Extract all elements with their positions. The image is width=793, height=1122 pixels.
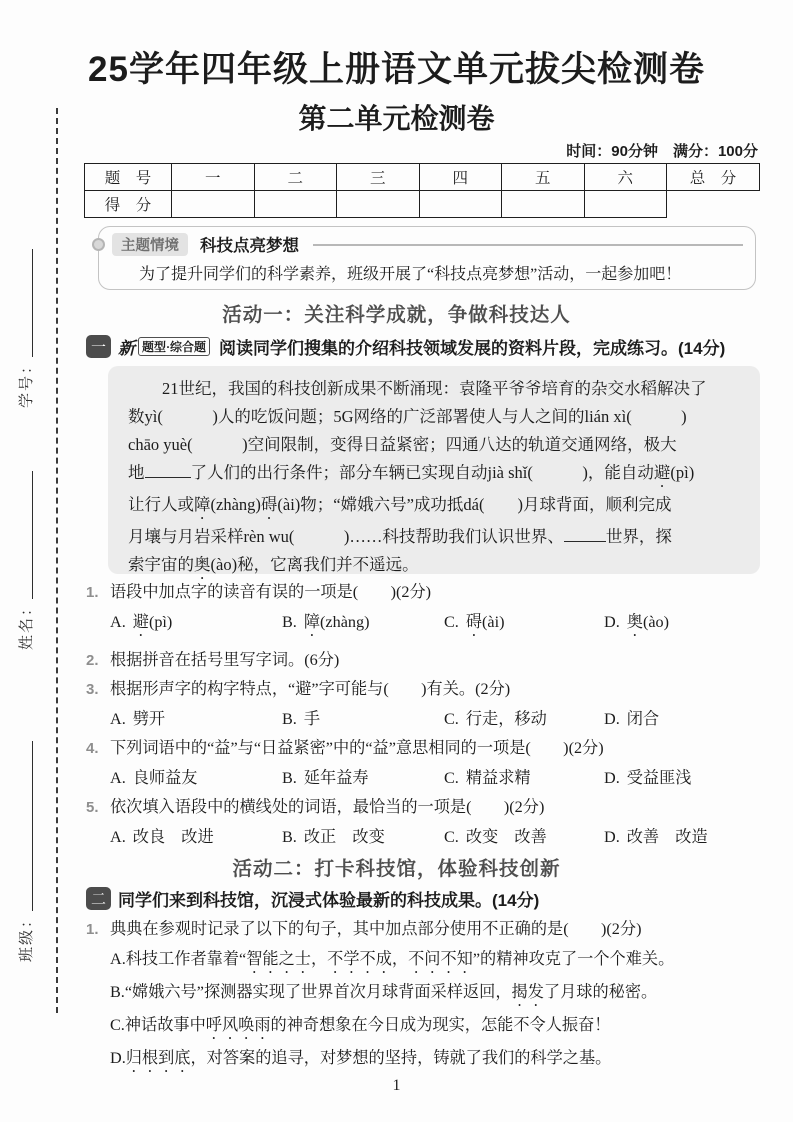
dotted-text: 避 (653, 463, 671, 482)
text-segment: (ài)物；“嫦娥六号”成功抵dá( )月球背面，顺利完成 (277, 495, 672, 514)
options-row (86, 704, 762, 734)
blank-underline (145, 462, 191, 478)
score-table (84, 163, 760, 218)
section2-header (86, 886, 762, 911)
option-label: B. (282, 613, 297, 631)
question-number: 3. (86, 681, 99, 698)
text-segment: 了人们的出行条件；部分车辆已实现自动jià shǐ( )，能自动 (190, 463, 654, 482)
passage-box (108, 366, 760, 574)
class-blank-line (18, 741, 33, 911)
option-label: A. (110, 710, 126, 728)
option-item (110, 763, 282, 793)
dotted-text: 奥 (194, 555, 211, 574)
text-segment: (ào)秘，它离我们并不遥远。 (210, 555, 419, 574)
score-table-cell: 四 (419, 164, 502, 191)
option-label: A. (110, 769, 126, 787)
option-item (604, 822, 762, 852)
text-segment: 的神奇想象在今日成为现实，怎能不令人振奋！ (270, 1016, 611, 1034)
option-label: D. (110, 1049, 126, 1067)
score-table-cell: 三 (337, 164, 420, 191)
score-table-empty-cell (172, 191, 255, 218)
page-number: 1 (392, 1077, 401, 1094)
activity2-heading: 活动二：打卡科技馆，体验科技创新 (232, 858, 561, 880)
score-table-cell: 二 (254, 164, 337, 191)
score-table-cell: 得 分 (85, 191, 172, 218)
dotted-text: 奥 (626, 613, 643, 631)
question-stem (110, 793, 544, 822)
name-label: 姓名： (18, 598, 35, 650)
option-item (444, 704, 604, 734)
text-segment: (zhàng) (320, 613, 370, 631)
question-stem-row (86, 734, 762, 763)
score-table-header-row (85, 164, 760, 191)
option-label: A. (110, 950, 126, 968)
option-item (110, 607, 282, 640)
text-segment: 索宇宙的 (128, 555, 194, 574)
score-table-score-row (85, 191, 760, 218)
option-label: C. (110, 1016, 125, 1034)
option-item (110, 822, 282, 852)
option-label: D. (604, 828, 620, 846)
option-label: C. (444, 828, 459, 846)
paper-title: 25学年四年级上册语文单元拔尖检测卷 (88, 50, 705, 89)
text-segment: 根据拼音在括号里写字词。(6分) (110, 651, 340, 669)
option-item (282, 822, 444, 852)
option-label: B. (282, 769, 297, 787)
question-stem (110, 675, 510, 704)
question-number: 1. (86, 584, 99, 601)
text-segment: 世界，探 (605, 527, 672, 546)
section2-questions (86, 915, 762, 1076)
dotted-text: 碍 (465, 613, 483, 631)
text-segment: 语段中加点字的读音有误的一项是( )(2分) (110, 583, 432, 601)
option-label: C. (444, 710, 459, 728)
text-segment: 根据形声字的构字特点，“避”字可能与( )有关。(2分) (110, 680, 511, 698)
options-row (86, 822, 762, 852)
text-segment: 精益求精 (465, 769, 531, 787)
option-item (282, 763, 444, 793)
question-stem-row (86, 578, 762, 607)
text-segment: chāo yuè( )空间限制，变得日益紧密；四通八达的轨道交通网络，极大 (128, 435, 677, 454)
text-segment: ”的精神攻克了一个个难关。 (472, 950, 675, 968)
section1-instruction: 阅读同学们搜集的介绍科技领域发展的资料片段，完成练习。(14分) (219, 339, 726, 358)
passage-line (128, 523, 740, 551)
option-label: D. (604, 613, 620, 631)
text-segment: (zhàng) (210, 495, 261, 514)
dotted-text: 归根到底 (125, 1049, 191, 1067)
class-field (15, 741, 36, 962)
options-row (86, 607, 762, 640)
score-table-cell: 六 (584, 164, 667, 191)
theme-box (98, 226, 756, 290)
question-stem-row (86, 675, 762, 704)
section1-questions (86, 578, 762, 852)
score-table-cell: 题 号 (85, 164, 172, 191)
new-tag: 新 (118, 339, 135, 358)
option-item (86, 1043, 762, 1076)
passage-line (128, 375, 740, 403)
option-label: C. (444, 769, 459, 787)
text-segment: 让行人或 (128, 495, 194, 514)
dotted-text: 智能之士，不学不成，不问不知 (246, 950, 473, 968)
text-segment: 改正 改变 (303, 828, 385, 846)
dotted-text: 避 (132, 613, 149, 631)
theme-badge: 主题情境 (112, 233, 188, 256)
score-table-empty-cell (584, 191, 667, 218)
question-number: 2. (86, 652, 99, 669)
dotted-text: 揭发 (511, 983, 544, 1001)
option-item (86, 977, 762, 1010)
option-label: D. (604, 769, 620, 787)
dotted-text: 呼风唤雨 (205, 1016, 271, 1034)
student-id-field (15, 249, 36, 408)
option-item (604, 763, 762, 793)
class-label: 班级： (18, 910, 35, 962)
text-segment: 月壤与月岩采样rèn wu( )……科技帮助我们认识世界、 (128, 527, 564, 546)
text-segment: 延年益寿 (303, 769, 369, 787)
theme-header-row (99, 232, 745, 256)
name-blank-line (18, 471, 33, 599)
text-segment: 改良 改进 (132, 828, 214, 846)
text-segment: 下列词语中的“益”与“日益紧密”中的“益”意思相同的一项是( )(2分) (110, 739, 604, 757)
text-segment: “嫦娥六号”探测器实现了世界首次月球背面采样返回， (124, 983, 512, 1001)
bullet-circle-icon (92, 238, 105, 251)
text-segment: 21世纪，我国的科技创新成果不断涌现：袁隆平爷爷培育的杂交水稻解决了 (162, 379, 707, 398)
option-label: D. (604, 710, 620, 728)
text-segment: 手 (303, 710, 321, 728)
dotted-text: 障 (194, 495, 211, 514)
blank-underline (564, 526, 606, 542)
section1-header (86, 334, 762, 359)
name-field (15, 471, 36, 650)
score-table-cell: 一 (172, 164, 255, 191)
question-type-tag: 题型·综合题 (138, 337, 210, 356)
text-segment: 改善 改造 (626, 828, 708, 846)
option-item (444, 607, 604, 640)
text-segment: 闭合 (626, 710, 660, 728)
dotted-text: 碍 (260, 495, 278, 514)
time-score-meta: 时间：90分钟 满分：100分 (566, 143, 758, 160)
passage-line (128, 459, 740, 491)
option-label: B. (282, 828, 297, 846)
student-id-blank-line (18, 249, 33, 357)
option-label: A. (110, 613, 126, 631)
question-stem-row (86, 646, 762, 675)
option-label: B. (110, 983, 125, 1001)
question-stem (110, 578, 431, 607)
question-stem-row (86, 915, 762, 944)
student-id-label: 学号： (18, 356, 35, 408)
text-segment: (ài) (482, 613, 505, 631)
score-table-empty-cell (502, 191, 585, 218)
question-stem-row (86, 793, 762, 822)
text-segment: 改变 改善 (465, 828, 547, 846)
score-table-cell: 五 (502, 164, 585, 191)
theme-divider-line (313, 244, 743, 246)
option-label: C. (444, 613, 459, 631)
options-row (86, 763, 762, 793)
option-item (110, 704, 282, 734)
text-segment: (ào) (642, 613, 669, 631)
score-table-cell: 总 分 (667, 164, 760, 191)
score-table-empty-cell (337, 191, 420, 218)
dotted-text: 障 (303, 613, 321, 631)
text-segment: (pì) (670, 463, 695, 482)
question-stem (110, 734, 604, 763)
activity1-heading: 活动一：关注科学成就，争做科技达人 (222, 304, 571, 326)
option-item (444, 822, 604, 852)
question-stem (110, 646, 339, 675)
theme-title: 科技点亮梦想 (200, 237, 299, 255)
question-number: 4. (86, 740, 99, 757)
score-table-empty-cell (419, 191, 502, 218)
text-segment: 科技工作者靠着“ (125, 950, 247, 968)
text-segment: (pì) (148, 613, 173, 631)
option-item (282, 704, 444, 734)
text-segment: 行走，移动 (465, 710, 547, 728)
section2-number-badge: 二 (86, 887, 111, 910)
text-segment: 神话故事中 (124, 1016, 206, 1034)
text-segment: 数yì( )人的吃饭问题；5G网络的广泛部署使人与人之间的lián xì( ) (128, 407, 687, 426)
text-segment: 良师益友 (132, 769, 198, 787)
option-item (86, 944, 762, 977)
text-segment: ，对答案的追寻，对梦想的坚持，铸就了我们的科学之基。 (190, 1049, 612, 1067)
section2-instruction: 同学们来到科技馆，沉浸式体验最新的科技成果。(14分) (118, 891, 540, 910)
score-table-empty-cell (254, 191, 337, 218)
question-number: 5. (86, 799, 99, 816)
section1-number-badge: 一 (86, 335, 111, 358)
option-item (86, 1010, 762, 1043)
option-item (604, 607, 762, 640)
question-stem (110, 915, 641, 944)
text-segment: 了月球的秘密。 (543, 983, 658, 1001)
text-segment: 典典在参观时记录了以下的句子，其中加点部分使用不正确的是( )(2分) (110, 920, 642, 938)
passage-line (128, 491, 740, 523)
option-label: B. (282, 710, 297, 728)
option-item (444, 763, 604, 793)
text-segment: 劈开 (132, 710, 166, 728)
text-segment: 地 (128, 463, 145, 482)
paper-subtitle: 第二单元检测卷 (298, 103, 495, 134)
text-segment: 依次填入语段中的横线处的词语，最恰当的一项是( )(2分) (110, 798, 545, 816)
passage-line (128, 431, 740, 459)
option-label: A. (110, 828, 126, 846)
passage-line (128, 403, 740, 431)
question-number: 1. (86, 921, 99, 938)
option-item (282, 607, 444, 640)
option-item (604, 704, 762, 734)
text-segment: 受益匪浅 (626, 769, 692, 787)
theme-intro-text: 为了提升同学们的科学素养，班级开展了“科技点亮梦想”活动，一起参加吧！ (139, 266, 682, 283)
